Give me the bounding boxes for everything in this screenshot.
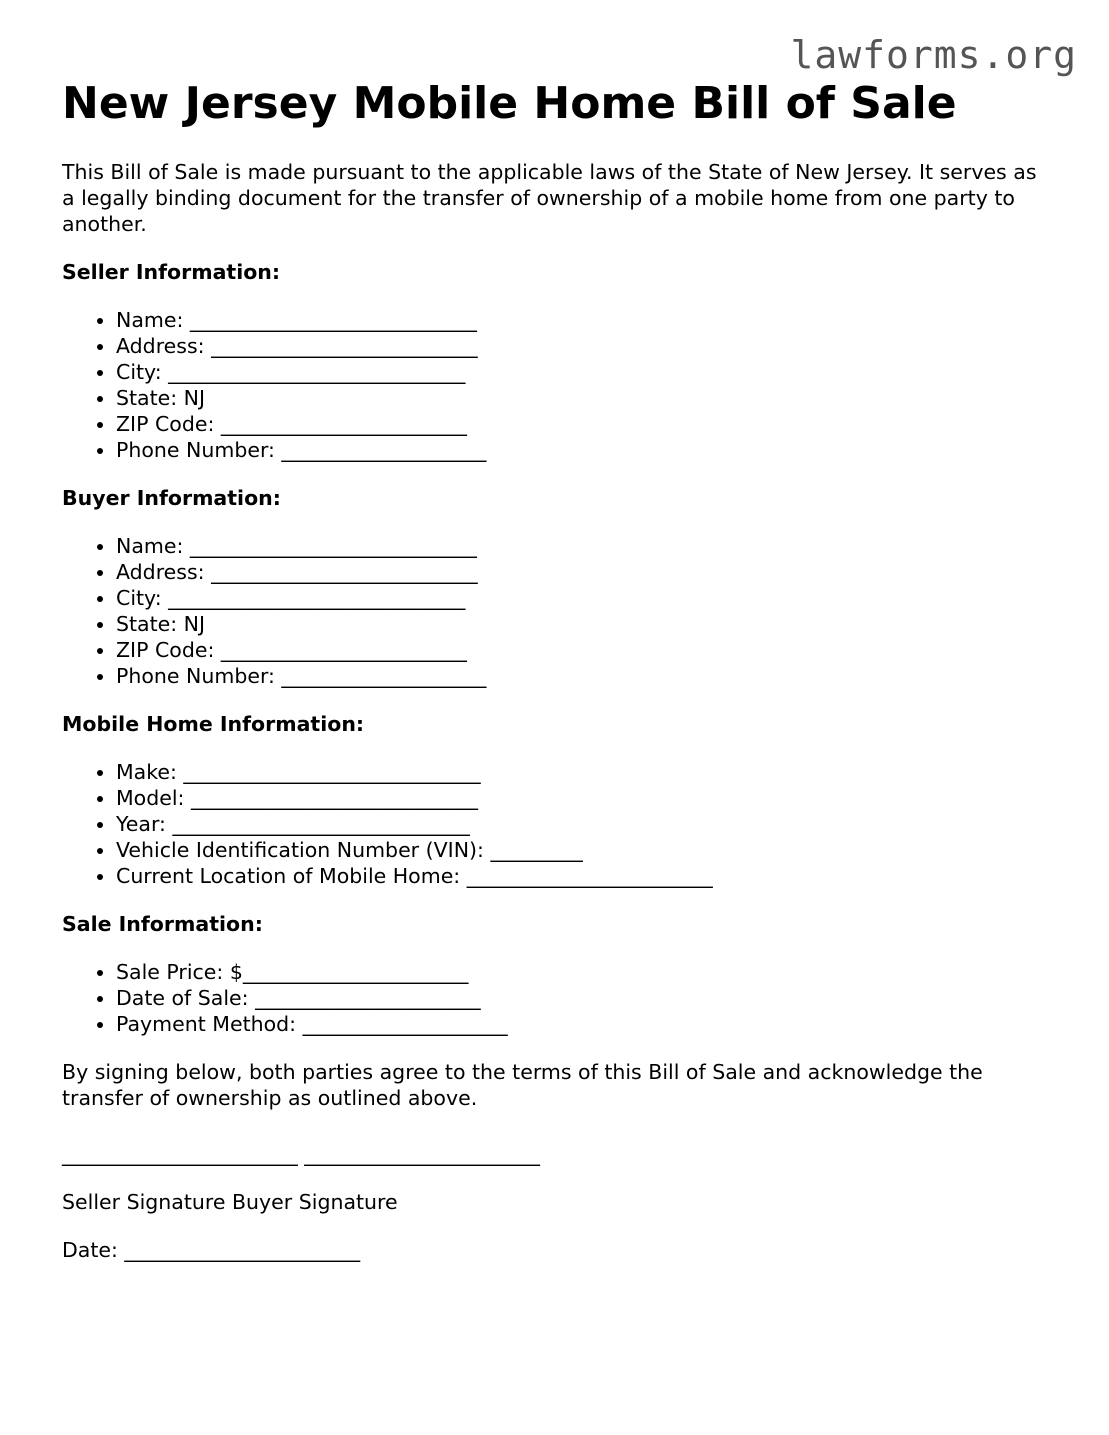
make-field[interactable]: • Make: _____________________________ [116,759,1052,785]
buyer-state-field: • State: NJ [116,611,1052,637]
site-watermark: lawforms.org [790,33,1077,77]
seller-state-field: • State: NJ [116,385,1052,411]
mobile-home-section-heading: Mobile Home Information: [62,711,365,736]
sale-info-list [62,959,1052,1037]
buyer-phone-field[interactable]: • Phone Number: ____________________ [116,663,1052,689]
year-field[interactable]: • Year: _____________________________ [116,811,1052,837]
page-title: New Jersey Mobile Home Bill of Sale [62,78,957,129]
model-field[interactable]: • Model: ____________________________ [116,785,1052,811]
intro-paragraph: This Bill of Sale is made pursuant to the applicable laws of the State of New Jersey. It serves as a legally binding document for the transfer of ownership of a mobile home from one party to another. [62,159,1037,236]
buyer-name-field[interactable]: • Name: ____________________________ [116,533,1052,559]
buyer-city-field[interactable]: • City: _____________________________ [116,585,1052,611]
buyer-info-list [62,533,1052,689]
seller-phone-field[interactable]: • Phone Number: ____________________ [116,437,1052,463]
signature-labels: Seller Signature Buyer Signature [62,1189,398,1214]
closing-paragraph: By signing below, both parties agree to the terms of this Bill of Sale and acknowledge the transfer of ownership as outlined above. [62,1059,983,1110]
document-body [62,78,1052,1263]
seller-info-list [62,307,1052,463]
seller-name-field[interactable]: • Name: ____________________________ [116,307,1052,333]
mobile-home-info-list [62,759,1052,889]
signature-lines[interactable]: _______________________ _______________________ [62,1141,541,1166]
signature-date-field[interactable]: Date: _______________________ [62,1237,361,1262]
seller-zip-field[interactable]: • ZIP Code: ________________________ [116,411,1052,437]
current-location-field[interactable]: • Current Location of Mobile Home: ________________________ [116,863,1052,889]
seller-city-field[interactable]: • City: _____________________________ [116,359,1052,385]
sale-section-heading: Sale Information: [62,911,263,936]
buyer-zip-field[interactable]: • ZIP Code: ________________________ [116,637,1052,663]
payment-method-field[interactable]: • Payment Method: ____________________ [116,1011,1052,1037]
date-of-sale-field[interactable]: • Date of Sale: ______________________ [116,985,1052,1011]
buyer-section-heading: Buyer Information: [62,485,281,510]
seller-section-heading: Seller Information: [62,259,281,284]
seller-address-field[interactable]: • Address: __________________________ [116,333,1052,359]
vin-field[interactable]: • Vehicle Identification Number (VIN): _________ [116,837,1052,863]
buyer-address-field[interactable]: • Address: __________________________ [116,559,1052,585]
sale-price-field[interactable]: • Sale Price: $______________________ [116,959,1052,985]
